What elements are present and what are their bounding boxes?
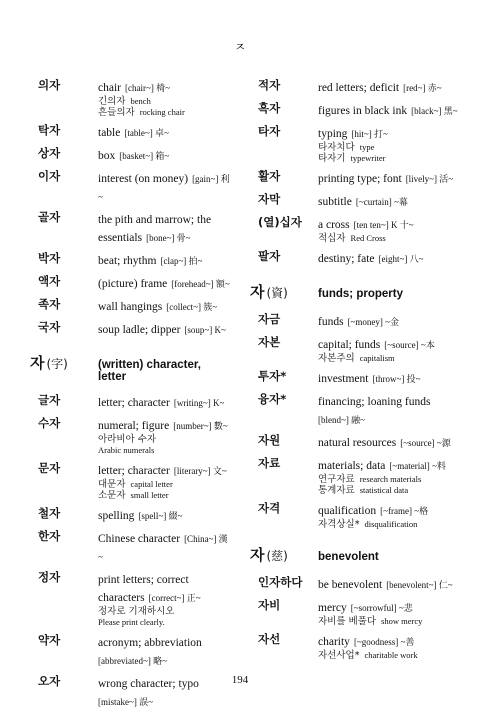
entry-etymology: [correct~] 正~ bbox=[148, 593, 201, 603]
entry-etymology: [~material] ~料 bbox=[389, 461, 446, 471]
entry-headword: 활자 bbox=[258, 169, 281, 183]
entry-definition: letter; character bbox=[98, 397, 170, 409]
section-keyword: 자 (字) bbox=[30, 354, 68, 372]
dictionary-entry bbox=[250, 501, 462, 530]
entry-etymology: [mistake~] 誤~ bbox=[98, 697, 153, 707]
example-english: capital letter bbox=[130, 479, 173, 489]
example-english: Arabic numerals bbox=[98, 445, 155, 455]
entry-body bbox=[318, 632, 462, 661]
entry-etymology: [hit~] 打~ bbox=[351, 129, 388, 139]
entry-example bbox=[98, 445, 230, 456]
example-korean: 소문자 bbox=[98, 490, 126, 501]
entry-headword: 정자 bbox=[38, 570, 61, 584]
entry-headword: 액자 bbox=[38, 274, 61, 288]
entry-body bbox=[318, 101, 462, 119]
dictionary-entry bbox=[30, 251, 230, 269]
entry-etymology: [~money] ~金 bbox=[347, 317, 400, 327]
entry-headword: 투자* bbox=[258, 369, 287, 383]
entry-definition: printing type; font bbox=[318, 173, 402, 185]
entry-definition: qualification bbox=[318, 505, 377, 517]
entry-etymology: [gain~] 利~ bbox=[98, 174, 230, 202]
entry-definition: figures in black ink bbox=[318, 105, 408, 117]
entry-definition: natural resources bbox=[318, 437, 397, 449]
entry-headword: 글자 bbox=[38, 393, 61, 407]
example-english: Red Cross bbox=[350, 233, 386, 243]
entry-example bbox=[318, 650, 462, 661]
entry-example bbox=[318, 142, 462, 153]
entry-body bbox=[318, 598, 462, 627]
entry-headword: 의자 bbox=[38, 78, 61, 92]
entry-example bbox=[98, 479, 230, 490]
entry-body bbox=[98, 297, 230, 315]
dictionary-entry bbox=[250, 433, 462, 451]
entry-example bbox=[318, 519, 462, 530]
example-korean: 통계자료 bbox=[318, 485, 355, 496]
dictionary-entry bbox=[30, 461, 230, 501]
entry-body bbox=[318, 456, 462, 496]
entry-body bbox=[98, 320, 230, 338]
entry-body bbox=[318, 78, 462, 96]
example-english: typewriter bbox=[350, 153, 386, 163]
dictionary-entry bbox=[30, 210, 230, 246]
entry-group-1 bbox=[30, 78, 230, 338]
entry-example bbox=[98, 107, 230, 118]
entry-headword: 적자 bbox=[258, 78, 281, 92]
section-heading-funds bbox=[250, 281, 462, 302]
entry-headword: 국자 bbox=[38, 320, 61, 334]
entry-definition: red letters; deficit bbox=[318, 82, 400, 94]
dictionary-entry bbox=[250, 335, 462, 364]
entry-headword: 인자하다 bbox=[258, 575, 303, 589]
entry-etymology: [bone~] 骨~ bbox=[146, 233, 191, 243]
example-korean: 적십자 bbox=[318, 233, 346, 244]
dictionary-entry bbox=[30, 570, 230, 628]
entry-body bbox=[318, 249, 462, 267]
entry-headword: 족자 bbox=[38, 297, 61, 311]
section-definition: funds; property bbox=[318, 288, 403, 300]
entry-definition: print letters; correct characters bbox=[98, 574, 189, 604]
entry-body bbox=[318, 392, 462, 428]
entry-headword: 자금 bbox=[258, 312, 281, 326]
section-heading-character bbox=[30, 352, 230, 383]
example-english: research materials bbox=[359, 474, 422, 484]
entry-body bbox=[98, 633, 230, 669]
entry-etymology: [~goodness] ~善 bbox=[353, 637, 415, 647]
page-number: 194 bbox=[231, 674, 249, 686]
entry-definition: Chinese character bbox=[98, 533, 181, 545]
entry-etymology: [benevolent~] 仁~ bbox=[386, 580, 453, 590]
example-korean: 자비를 베풀다 bbox=[318, 616, 377, 627]
entry-headword: 박자 bbox=[38, 251, 61, 265]
entry-definition: a cross bbox=[318, 219, 350, 231]
section-keyword: 자 (資) bbox=[250, 283, 288, 301]
example-english: bench bbox=[130, 96, 151, 106]
entry-example bbox=[98, 490, 230, 501]
entry-definition: soup ladle; dipper bbox=[98, 324, 181, 336]
entry-example bbox=[98, 96, 230, 107]
entry-headword: 자비 bbox=[258, 598, 281, 612]
dictionary-entry bbox=[250, 392, 462, 428]
entry-definition: charity bbox=[318, 636, 350, 648]
entry-definition: be benevolent bbox=[318, 579, 383, 591]
example-english: statistical data bbox=[359, 485, 409, 495]
section-definition: benevolent bbox=[318, 551, 379, 563]
entry-definition: destiny; fate bbox=[318, 253, 375, 265]
entry-body bbox=[98, 210, 230, 246]
dictionary-entry bbox=[30, 416, 230, 456]
entry-body bbox=[318, 312, 462, 330]
entry-definition: beat; rhythm bbox=[98, 255, 157, 267]
entry-body bbox=[98, 78, 230, 118]
entry-headword: 문자 bbox=[38, 461, 61, 475]
entry-etymology: [literary~] 文~ bbox=[173, 466, 227, 476]
entry-body bbox=[98, 251, 230, 269]
example-english: Please print clearly. bbox=[98, 617, 165, 627]
entry-group-2 bbox=[30, 393, 230, 710]
entry-definition: (picture) frame bbox=[98, 278, 168, 290]
entry-headword: 자선 bbox=[258, 632, 281, 646]
entry-headword: 철자 bbox=[38, 506, 61, 520]
entry-etymology: [collect~] 簇~ bbox=[166, 302, 218, 312]
example-korean: 타자치다 bbox=[318, 142, 355, 153]
entry-etymology: [soup~] K~ bbox=[184, 325, 226, 335]
entry-etymology: [~source] ~本 bbox=[384, 340, 435, 350]
right-column bbox=[250, 78, 462, 666]
dictionary-entry bbox=[250, 575, 462, 593]
entry-headword: 약자 bbox=[38, 633, 61, 647]
example-english: capitalism bbox=[359, 353, 395, 363]
entry-headword: 융자* bbox=[258, 392, 287, 406]
entry-definition: wrong character; typo bbox=[98, 678, 199, 690]
page-header-letter: ㅈ bbox=[234, 40, 246, 54]
entry-body bbox=[98, 529, 230, 565]
entry-headword: 자원 bbox=[258, 433, 281, 447]
entry-headword: 한자 bbox=[38, 529, 61, 543]
entry-body bbox=[318, 575, 462, 593]
entry-example bbox=[318, 616, 462, 627]
entry-headword: 수자 bbox=[38, 416, 61, 430]
entry-definition: interest (on money) bbox=[98, 173, 189, 185]
entry-body bbox=[98, 570, 230, 628]
entry-etymology: [lively~] 活~ bbox=[405, 174, 454, 184]
dictionary-entry bbox=[30, 506, 230, 524]
entry-body bbox=[318, 433, 462, 451]
dictionary-entry bbox=[250, 78, 462, 96]
example-korean: 자본주의 bbox=[318, 353, 355, 364]
entry-etymology: [writing~] K~ bbox=[173, 398, 225, 408]
left-column bbox=[30, 78, 230, 715]
entry-definition: table bbox=[98, 127, 121, 139]
entry-headword: 자본 bbox=[258, 335, 281, 349]
entry-body bbox=[98, 169, 230, 205]
entry-definition: mercy bbox=[318, 602, 347, 614]
dictionary-entry bbox=[250, 632, 462, 661]
entry-etymology: [table~] 卓~ bbox=[124, 128, 169, 138]
entry-definition: spelling bbox=[98, 510, 135, 522]
dictionary-entry bbox=[30, 529, 230, 565]
entry-example bbox=[98, 617, 230, 628]
example-english: rocking chair bbox=[139, 107, 185, 117]
entry-headword: 팔자 bbox=[258, 249, 281, 263]
dictionary-entry bbox=[30, 78, 230, 118]
entry-headword: 흑자 bbox=[258, 101, 281, 115]
entry-etymology: [spell~] 綴~ bbox=[138, 511, 183, 521]
dictionary-entry bbox=[30, 146, 230, 164]
entry-etymology: [forehead~] 額~ bbox=[171, 279, 230, 289]
entry-body bbox=[318, 192, 462, 210]
entry-definition: acronym; abbreviation bbox=[98, 637, 202, 649]
entry-body bbox=[98, 506, 230, 524]
example-english: type bbox=[359, 142, 375, 152]
entry-example bbox=[98, 606, 230, 617]
entry-headword: 자격 bbox=[258, 501, 281, 515]
entry-group-5 bbox=[250, 575, 462, 661]
entry-example bbox=[318, 353, 462, 364]
entry-group-3 bbox=[250, 78, 462, 267]
dictionary-entry bbox=[250, 169, 462, 187]
entry-headword: 오자 bbox=[38, 674, 61, 688]
entry-example bbox=[318, 153, 462, 164]
entry-example bbox=[318, 474, 462, 485]
entry-etymology: [throw~] 投~ bbox=[372, 374, 421, 384]
entry-etymology: [eight~] 八~ bbox=[378, 254, 424, 264]
dictionary-entry bbox=[250, 369, 462, 387]
entry-example bbox=[318, 233, 462, 244]
entry-definition: numeral; figure bbox=[98, 420, 170, 432]
entry-example bbox=[318, 485, 462, 496]
entry-body bbox=[98, 393, 230, 411]
dictionary-entry bbox=[30, 633, 230, 669]
example-english: disqualification bbox=[364, 519, 418, 529]
entry-example bbox=[98, 434, 230, 445]
entry-etymology: [China~] 漢~ bbox=[98, 534, 228, 562]
example-korean: 흔들의자 bbox=[98, 107, 135, 118]
dictionary-entry bbox=[250, 101, 462, 119]
example-korean: 자격상실* bbox=[318, 519, 360, 530]
entry-etymology: [blend~] 融~ bbox=[318, 415, 365, 425]
entry-definition: typing bbox=[318, 128, 348, 140]
section-heading-benevolent bbox=[250, 544, 462, 565]
entry-definition: box bbox=[98, 150, 116, 162]
entry-body bbox=[318, 124, 462, 164]
example-korean: 자선사업* bbox=[318, 650, 360, 661]
entry-headword: 타자 bbox=[258, 124, 281, 138]
dictionary-entry bbox=[250, 124, 462, 164]
entry-definition: letter; character bbox=[98, 465, 170, 477]
dictionary-entry bbox=[250, 598, 462, 627]
entry-etymology: [~sorrowful] ~悲 bbox=[350, 603, 413, 613]
example-korean: 대문자 bbox=[98, 479, 126, 490]
entry-headword: (열)십자 bbox=[258, 215, 302, 229]
entry-definition: wall hangings bbox=[98, 301, 163, 313]
entry-etymology: [chair~] 椅~ bbox=[124, 83, 170, 93]
entry-definition: investment bbox=[318, 373, 369, 385]
dictionary-entry bbox=[30, 169, 230, 205]
entry-etymology: [basket~] 箱~ bbox=[119, 151, 170, 161]
entry-body bbox=[98, 416, 230, 456]
example-korean: 연구자료 bbox=[318, 474, 355, 485]
entry-body bbox=[98, 274, 230, 292]
example-korean: 아라비아 수자 bbox=[98, 434, 157, 445]
dictionary-entry bbox=[30, 274, 230, 292]
example-english: charitable work bbox=[364, 650, 418, 660]
example-korean: 타자기 bbox=[318, 153, 346, 164]
entry-body bbox=[98, 146, 230, 164]
entry-headword: 상자 bbox=[38, 146, 61, 160]
entry-etymology: [black~] 黑~ bbox=[411, 106, 458, 116]
entry-etymology: [ten ten~] K 十~ bbox=[353, 220, 414, 230]
entry-etymology: [~frame] ~格 bbox=[380, 506, 429, 516]
dictionary-entry bbox=[250, 249, 462, 267]
entry-definition: materials; data bbox=[318, 460, 386, 472]
section-definition: (written) character, letter bbox=[98, 359, 201, 383]
entry-etymology: [~source] ~源 bbox=[400, 438, 451, 448]
entry-etymology: [clap~] 拍~ bbox=[160, 256, 203, 266]
entry-definition: financing; loaning funds bbox=[318, 396, 431, 408]
dictionary-entry bbox=[250, 215, 462, 244]
entry-definition: the pith and marrow; the essentials bbox=[98, 214, 212, 244]
dictionary-entry bbox=[250, 312, 462, 330]
entry-body bbox=[318, 369, 462, 387]
example-korean: 긴의자 bbox=[98, 96, 126, 107]
dictionary-entry bbox=[30, 393, 230, 411]
entry-etymology: [red~] 赤~ bbox=[403, 83, 442, 93]
entry-headword: 자막 bbox=[258, 192, 281, 206]
example-english: small letter bbox=[130, 490, 169, 500]
entry-headword: 이자 bbox=[38, 169, 61, 183]
dictionary-entry bbox=[30, 320, 230, 338]
dictionary-entry bbox=[250, 456, 462, 496]
entry-body bbox=[98, 123, 230, 141]
entry-definition: subtitle bbox=[318, 196, 352, 208]
example-korean: 정자로 기재하시오 bbox=[98, 606, 175, 617]
entry-etymology: [abbreviated~] 略~ bbox=[98, 656, 167, 666]
entry-body bbox=[318, 215, 462, 244]
example-english: show mercy bbox=[381, 616, 423, 626]
dictionary-entry bbox=[30, 297, 230, 315]
entry-body bbox=[318, 501, 462, 530]
entry-body bbox=[318, 169, 462, 187]
entry-body bbox=[98, 461, 230, 501]
dictionary-entry bbox=[250, 192, 462, 210]
entry-definition: capital; funds bbox=[318, 339, 381, 351]
entry-etymology: [number~] 數~ bbox=[173, 421, 228, 431]
entry-definition: chair bbox=[98, 82, 121, 94]
entry-etymology: [~curtain] ~幕 bbox=[355, 197, 408, 207]
entry-body bbox=[318, 335, 462, 364]
entry-definition: funds bbox=[318, 316, 344, 328]
entry-headword: 골자 bbox=[38, 210, 61, 224]
entry-headword: 탁자 bbox=[38, 123, 61, 137]
section-keyword: 자 (慈) bbox=[250, 546, 288, 564]
dictionary-entry bbox=[30, 123, 230, 141]
entry-group-4 bbox=[250, 312, 462, 530]
entry-headword: 자료 bbox=[258, 456, 281, 470]
